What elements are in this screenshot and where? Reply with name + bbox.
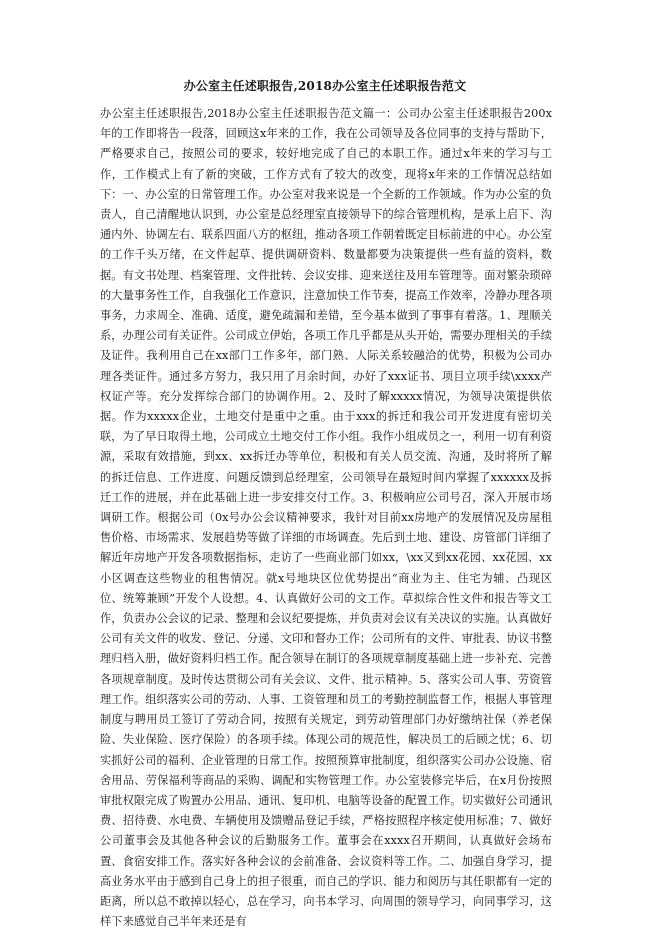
document-body: 办公室主任述职报告,2018办公室主任述职报告范文篇一：公司办公室主任述职报告200x年的工作即将告一段落，回顾这x年来的工作，我在公司领导及各位同事的支持与帮助下，严格要求自己，按照公司的要求，较好地完成了自己的本职工作。通过x年来的学习与工作，工作模式上有了新的突破，工作方式有了较大的改变，现将x年来的工作情况总结如下：一、办公室的日常管理工作。办公室对我来说是一个全新的工作领域。作为办公室的负责人，自己清醒地认识到，办公室是总经理室直接领导下的综合管理机构，是承上启下、沟通内外、协调左右、联系四面八方的枢纽，推动各项工作朝着既定目标前进的中心。办公室的工作千头万绪，在文件起草、提供调研资料、数量都要为决策提供一些有益的资料，数据。有文书处理、档案管理、文件批转、会议安排、迎来送往及用车管理等。面对繁杂琐碎的大量事务性工作，自我强化工作意识，注意加快工作节奏，提高工作效率，冷静办理各项事务，力求周全、准确、适度，避免疏漏和差错，至今基本做到了事事有着落。1、理顺关系，办理公司有关证件。公司成立伊始，各项工作几乎都是从头开始，需要办理相关的手续及证件。我利用自己在xx部门工作多年，部门熟、人际关系较融洽的优势，积极为公司办理各类证件。通过多方努力，我只用了月余时间，办好了xxx证书、项目立项手续\xxxx产权证产等。充分发挥综合部门的协调作用。2、及时了解xxxxx情况，为领导决策提供依据。作为xxxxx企业，土地交付是重中之重。由于xxx的拆迁和我公司开发进度有密切关联，为了早日取得土地，公司成立土地交付工作小组。我作小组成员之一，利用一切有利资源，采取有效措施，到xx、xx拆迁办等单位，积极和有关人员交流、沟通，及时将所了解的拆迁信息、工作进度、问题反馈到总经理室，公司领导在最短时间内掌握了xxxxxx及拆迁工作的进展，并在此基础上进一步安排交付工作。3、积极响应公司号召，深入开展市场调研工作。根据公司（0x号办公会议精神要求，我针对目前xx房地产的发展情况及房屋租售价格、市场需求、发展趋势等做了详细的市场调查。先后到土地、建设、房管部门详细了解近年房地产开发各项数据指标，走访了一些商业部门如xx，\xx又到xx花园、xx花园、xx小区调查这些物业的租售情况。就x号地块区位优势提出“商业为主、住宅为辅、凸现区位、统筹兼顾”开发个人设想。4、认真做好公司的文工作。草拟综合性文件和报告等文工作，负责办公会议的记录、整理和会议纪要提炼，并负责对会议有关决议的实施。认真做好公司有关文件的收发、登记、分递、文印和督办工作；公司所有的文件、审批表、协议书整理归档入册，做好资料归档工作。配合领导在制订的各项规章制度基础上进一步补充、完善各项规章制度。及时传达贯彻公司有关会议、文件、批示精神。5、落实公司人事、劳资管理工作。组织落实公司的劳动、人事、工资管理和员工的考勤控制监督工作，根据人事管理制度与聘用员工签订了劳动合同，按照有关规定，到劳动管理部门办好缴纳社保（养老保险、失业保险、医疗保险）的各项手续。体现公司的规范性，解决员工的后顾之忧；6、切实抓好公司的福利、企业管理的日常工作。按照预算审批制度，组织落实公司办公设施、宿舍用品、劳保福利等商品的采购、调配和实物管理工作。办公室装修完毕后，在x月份按照审批权限完成了购置办公用品、通讯、复印机、电脑等设备的配置工作。切实做好公司通讯费、招待费、水电费、车辆使用及馈赠品登记手续，严格按照程序核定使用标准；7、做好公司董事会及其他各种会议的后勤服务工作。董事会在xxxx召开期间，认真做好会场布置、食宿安排工作。落实好各种会议的会前准备、会议资料等工作。二、加强自身学习，提高业务水平由于感到自己身上的担子很重，而自己的学识、能力和阅历与其任职都有一定的距离，所以总不敢掉以轻心，总在学习，向书本学习、向周围的领导学习，向同事学习，这样下来感觉自己半年来还是有 — [100, 107, 552, 929]
document-title: 办公室主任述职报告,2018办公室主任述职报告范文 — [183, 79, 467, 93]
